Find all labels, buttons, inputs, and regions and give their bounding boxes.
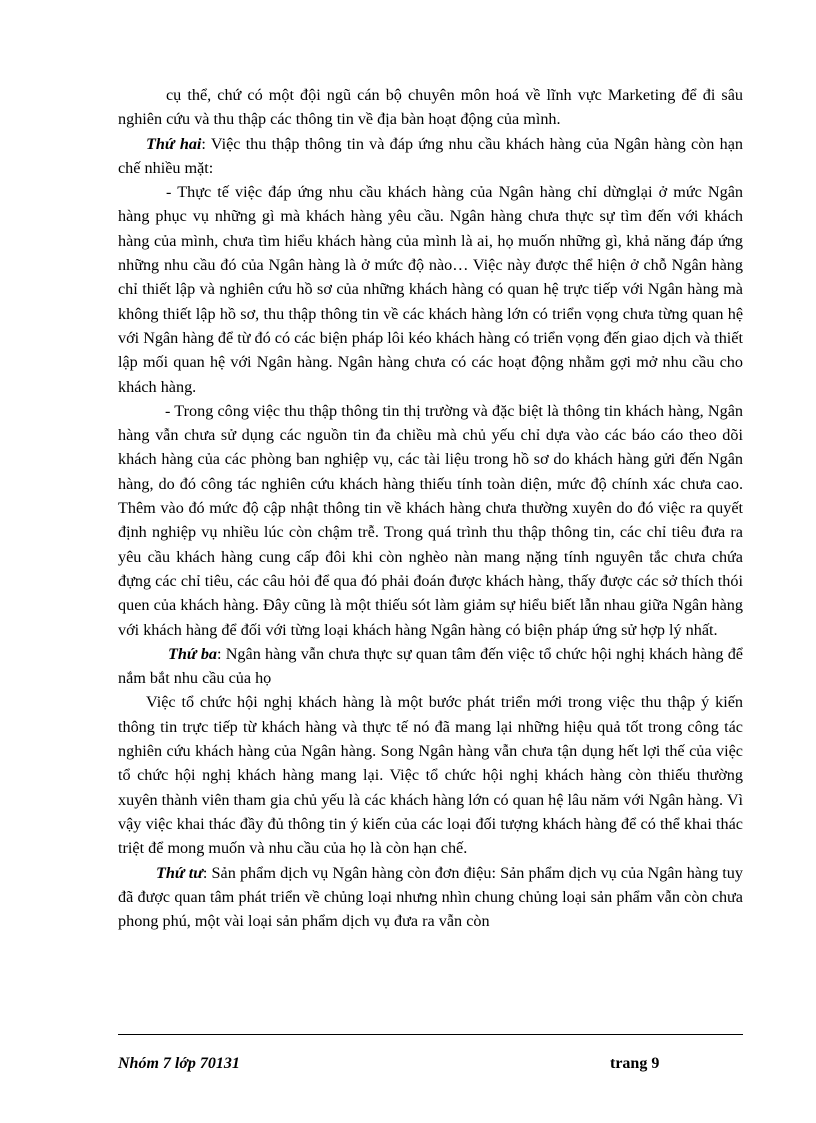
paragraph-7-lead: Thứ tư xyxy=(156,863,203,882)
paragraph-5-text: : Ngân hàng vẫn chưa thực sự quan tâm đến việc tổ chức hội nghị khách hàng để nắm bắt nhu cầu của họ xyxy=(118,644,743,688)
paragraph-4 xyxy=(118,399,743,642)
paragraph-3 xyxy=(118,180,743,399)
footer-divider xyxy=(118,1034,743,1035)
paragraph-7-text: : Sản phẩm dịch vụ Ngân hàng còn đơn điệu: Sản phẩm dịch vụ của Ngân hàng tuy đã được quan tâm phát triển về chủng loại nhưng nhìn chung chủng loại sản phẩm vẫn còn chưa phong phú, một vài loại sản phẩm dịch vụ đưa ra vẫn còn xyxy=(118,863,743,931)
paragraph-1-text: cụ thể, chứ có một đội ngũ cán bộ chuyên môn hoá về lĩnh vực Marketing để đi sâu nghiên cứu và thu thập các thông tin về địa bàn hoạt động của mình. xyxy=(118,86,743,129)
paragraph-2 xyxy=(118,132,743,181)
paragraph-1 xyxy=(118,83,743,132)
paragraph-3-text: - Thực tế việc đáp ứng nhu cầu khách hàng của Ngân hàng chỉ dừnglại ở mức Ngân hàng phục vụ những gì mà khách hàng yêu cầu. Ngân hàng chưa thực sự tìm đến với khách hàng của mình, chưa tìm hiểu khách hàng của mình là ai, họ muốn những gì, khả năng đáp ứng những nhu cầu đó của Ngân hàng là ở mức độ nào… Việc này được thể hiện ở chỗ Ngân hàng chỉ thiết lập và nghiên cứu hồ sơ của những khách hàng có quan hệ trực tiếp với Ngân hàng mà không thiết lập hồ sơ, thu thập thông tin về các khách hàng lớn có triển vọng chưa từng quan hệ với Ngân hàng để từ đó có các biện pháp lôi kéo khách hàng có triển vọng đến giao dịch và thiết lập mối quan hệ với Ngân hàng. Ngân hàng chưa có các hoạt động nhằm gợi mở nhu cầu cho khách hàng. xyxy=(118,183,743,396)
footer-page-number: trang 9 xyxy=(610,1055,660,1072)
footer-group-label: Nhóm 7 lớp 70131 xyxy=(118,1055,240,1072)
paragraph-4-text: - Trong công việc thu thập thông tin thị trường và đặc biệt là thông tin khách hàng, Ngân hàng vẫn chưa sử dụng các nguồn tin đa chiều mà chủ yếu chỉ dựa vào các báo cáo theo dõi khách hàng của các phòng ban nghiệp vụ, các tài liệu trong hồ sơ do khách hàng gửi đến Ngân hàng, do đó công tác nghiên cứu khách hàng thiếu tính toàn diện, mức độ chính xác chưa cao. Thêm vào đó mức độ cập nhật thông tin về khách hàng chưa thường xuyên do đó việc ra quyết định nghiệp vụ nhiều lúc còn chậm trễ. Trong quá trình thu thập thông tin, các chỉ tiêu đưa ra yêu cầu khách hàng cung cấp đôi khi còn nghèo nàn mang nặng tính nguyên tắc chưa chứa đựng các chỉ tiêu, các câu hỏi để qua đó phải đoán được khách hàng, thấy được các sở thích thói quen của khách hàng. Đây cũng là một thiếu sót làm giảm sự hiểu biết lẫn nhau giữa Ngân hàng với khách hàng để đối với từng loại khách hàng Ngân hàng có biện pháp ứng sử hợp lý nhất. xyxy=(118,401,743,639)
paragraph-6 xyxy=(118,690,743,860)
paragraph-2-text: : Việc thu thập thông tin và đáp ứng nhu cầu khách hàng của Ngân hàng còn hạn chế nhiều mặt: xyxy=(118,134,743,177)
document-body xyxy=(118,83,743,933)
paragraph-5 xyxy=(118,642,743,691)
paragraph-2-lead: Thứ hai xyxy=(146,134,202,153)
paragraph-5-lead: Thứ ba xyxy=(168,644,218,663)
paragraph-7 xyxy=(118,861,743,934)
paragraph-6-text: Việc tổ chức hội nghị khách hàng là một bước phát triển mới trong việc thu thập ý kiến thông tin trực tiếp từ khách hàng và thực tế nó đã mang lại những hiệu quả tốt trong công tác nghiên cứu khách hàng của Ngân hàng. Song Ngân hàng vẫn chưa tận dụng hết lợi thế của việc tổ chức hội nghị khách hàng mang lại. Việc tổ chức hội nghị khách hàng còn thiếu thường xuyên thành viên tham gia chủ yếu là các khách hàng lớn có quan hệ lâu năm với Ngân hàng. Vì vậy việc khai thác đầy đủ thông tin ý kiến của các loại đối tượng khách hàng để có thể khai thác triệt để mong muốn và nhu cầu của họ là còn hạn chế. xyxy=(118,693,744,858)
